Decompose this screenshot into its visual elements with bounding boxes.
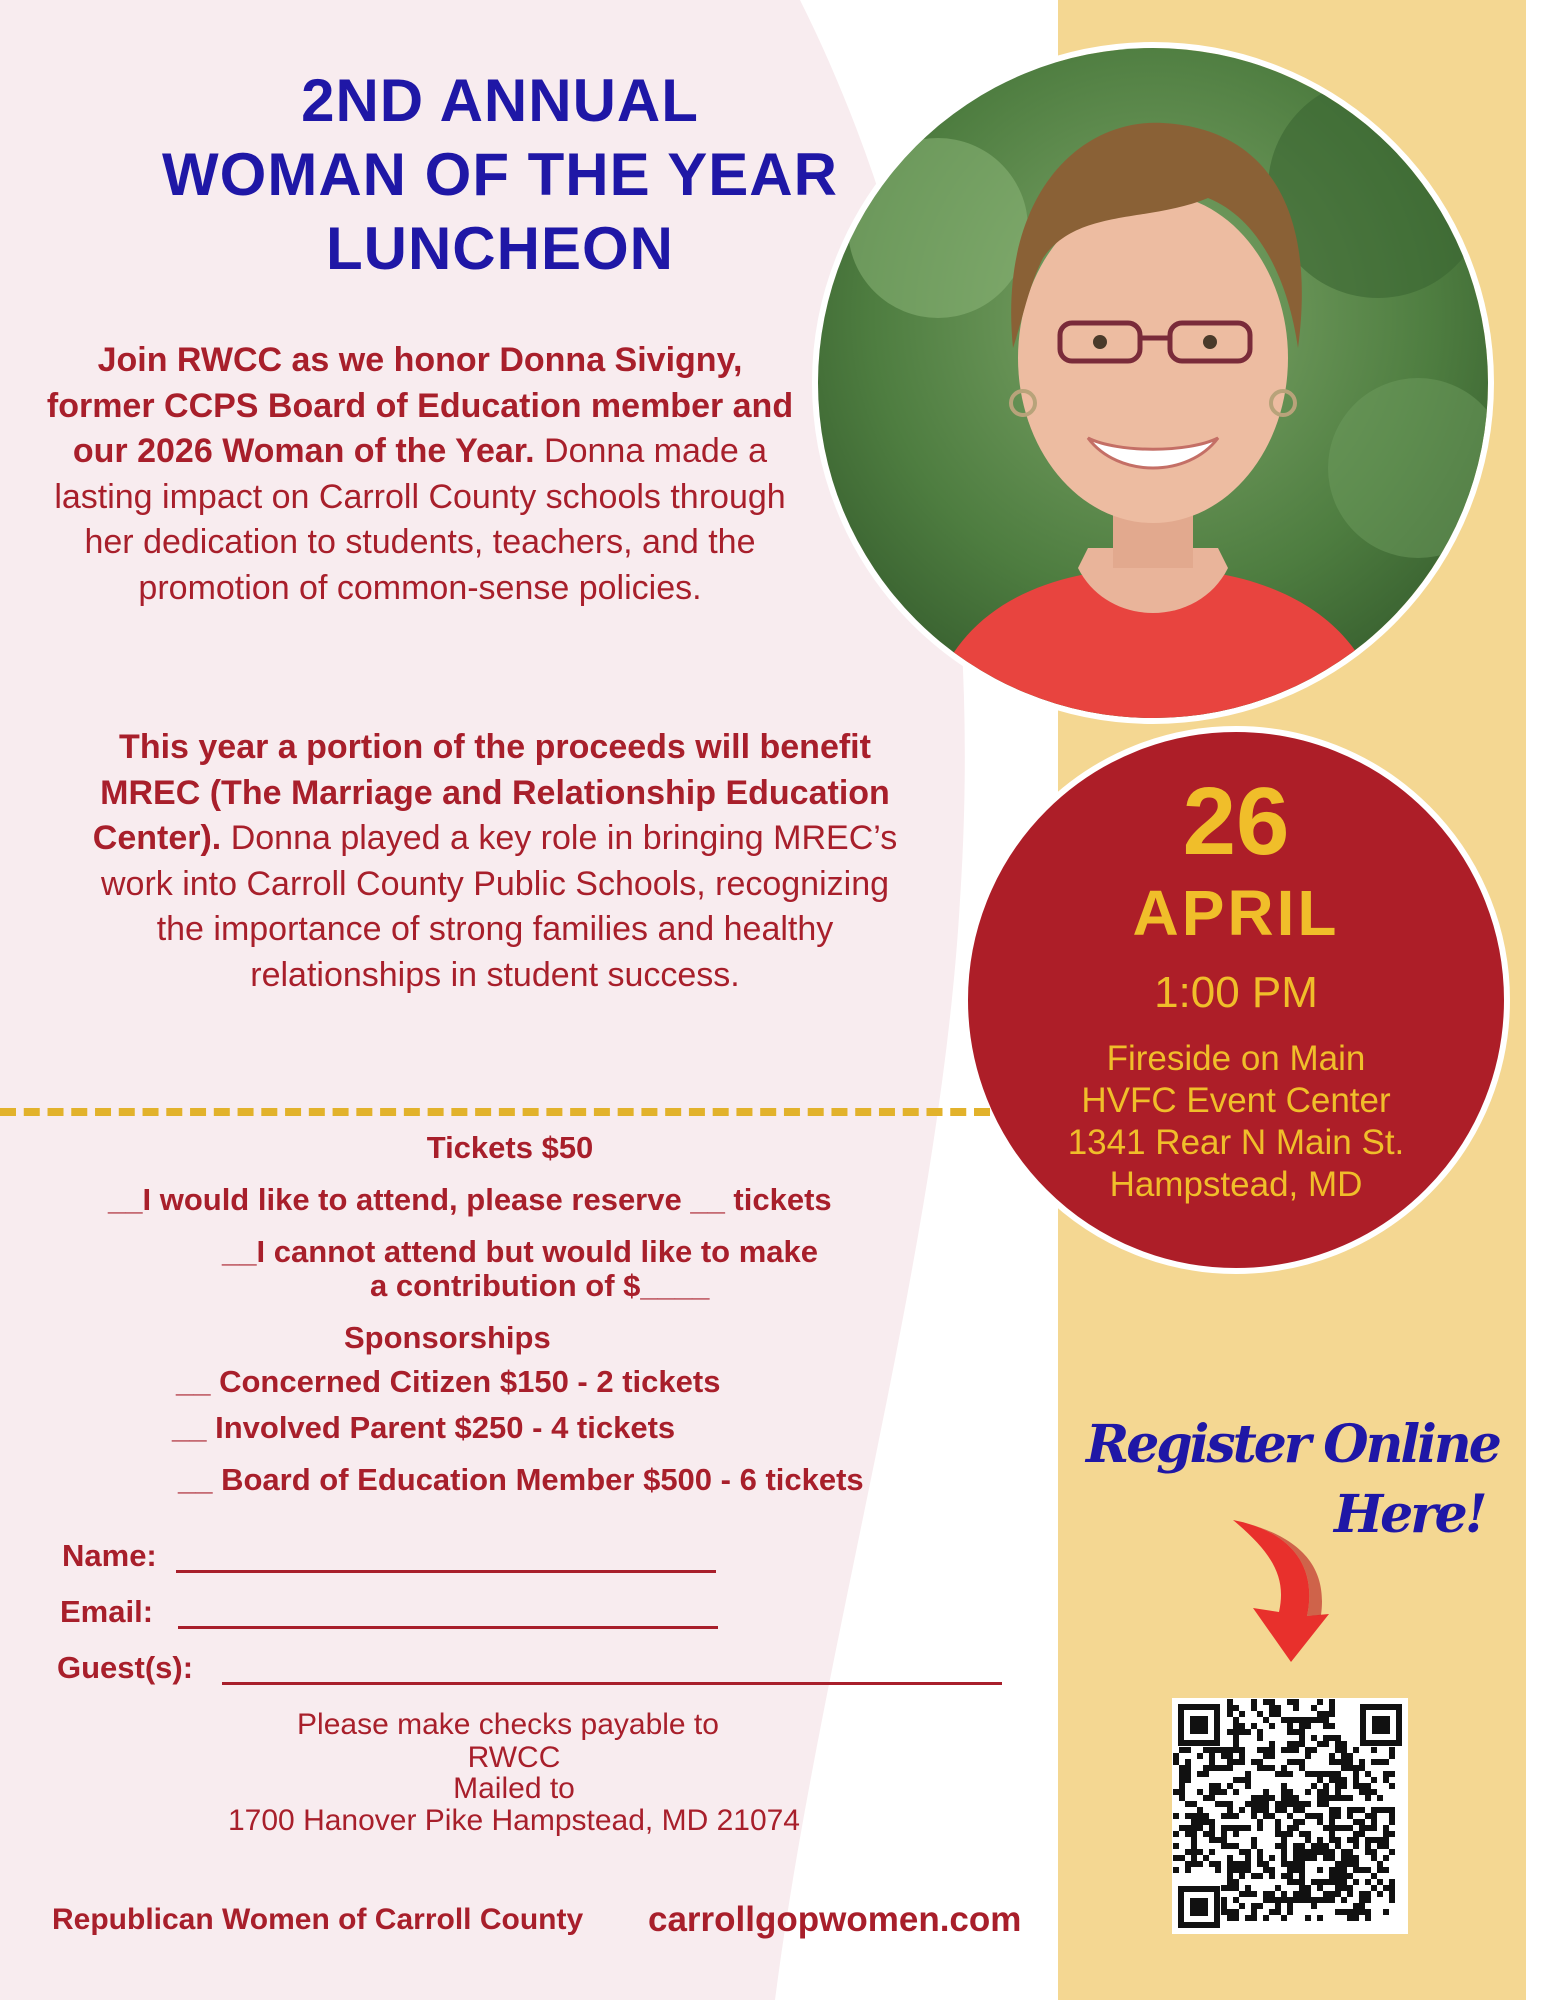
guests-field-line[interactable] xyxy=(222,1682,1002,1685)
sponsor-option-board-member[interactable]: __ Board of Education Member $500 - 6 tickets xyxy=(178,1462,864,1497)
event-date-circle xyxy=(962,726,1510,1274)
contribution-option-line-1[interactable]: __I cannot attend but would like to make xyxy=(222,1234,818,1269)
benefit-paragraph xyxy=(90,725,900,998)
benefit-bold-text: This year a portion of the proceeds will benefit MREC (The Marriage and Relationship Education Center). xyxy=(92,728,890,857)
ticket-price: Tickets $50 xyxy=(426,1130,594,1165)
sponsor-option-involved-parent[interactable]: __ Involved Parent $250 - 4 tickets xyxy=(172,1410,676,1445)
sponsorships-heading: Sponsorships xyxy=(344,1320,551,1355)
email-field-line[interactable] xyxy=(178,1626,718,1629)
footer-website-link[interactable]: carrollgopwomen.com xyxy=(648,1900,1022,1939)
event-month: APRIL xyxy=(1132,877,1340,949)
intro-normal-text: Donna made a lasting impact on Carroll County schools through her dedication to students, teachers, and the promotion of common-sense policies. xyxy=(54,432,786,607)
event-venue-2: HVFC Event Center xyxy=(1081,1081,1391,1120)
mailing-line-4: 1700 Hanover Pike Hampstead, MD 21074 xyxy=(228,1804,800,1837)
sponsor-option-concerned-citizen[interactable]: __ Concerned Citizen $150 - 2 tickets xyxy=(176,1364,721,1399)
name-label: Name: xyxy=(62,1538,157,1573)
intro-bold-text: Join RWCC as we honor Donna Sivigny, former CCPS Board of Education member and our 2026 Woman of the Year. xyxy=(46,341,794,470)
event-venue-1: Fireside on Main xyxy=(1106,1039,1366,1078)
event-city: Hampstead, MD xyxy=(1109,1165,1363,1204)
name-field-line[interactable] xyxy=(176,1570,716,1573)
title-line-3: LUNCHEON xyxy=(326,215,674,282)
mailing-line-3: Mailed to xyxy=(453,1772,575,1805)
register-online-text[interactable]: Register Online xyxy=(1086,1414,1499,1475)
honoree-photo xyxy=(812,42,1494,724)
benefit-normal-text: Donna played a key role in bringing MREC’s work into Carroll County Public Schools, recognizing the importance of strong families and healthy relationships in student success. xyxy=(100,819,898,994)
title-line-2: WOMAN OF THE YEAR xyxy=(162,141,838,208)
email-label: Email: xyxy=(60,1594,154,1629)
event-time: 1:00 PM xyxy=(1154,968,1318,1017)
event-address: 1341 Rear N Main St. xyxy=(1067,1123,1405,1162)
attend-option[interactable]: __I would like to attend, please reserve __ tickets xyxy=(108,1182,832,1217)
dashed-divider xyxy=(0,1108,990,1116)
guests-label: Guest(s): xyxy=(57,1650,194,1685)
honoree-portrait-illustration xyxy=(818,48,1488,718)
register-here-text[interactable]: Here! xyxy=(1334,1484,1485,1545)
intro-paragraph xyxy=(40,338,800,611)
footer-org-name: Republican Women of Carroll County xyxy=(52,1903,584,1936)
event-day: 26 xyxy=(1182,768,1290,875)
mailing-line-1: Please make checks payable to xyxy=(297,1708,719,1741)
mailing-line-2: RWCC xyxy=(467,1741,561,1774)
registration-qr-code[interactable] xyxy=(1172,1698,1408,1934)
title-line-1: 2ND ANNUAL xyxy=(301,67,699,134)
contribution-option-line-2: a contribution of $____ xyxy=(370,1268,710,1303)
red-arrow-down-icon xyxy=(1225,1512,1355,1668)
